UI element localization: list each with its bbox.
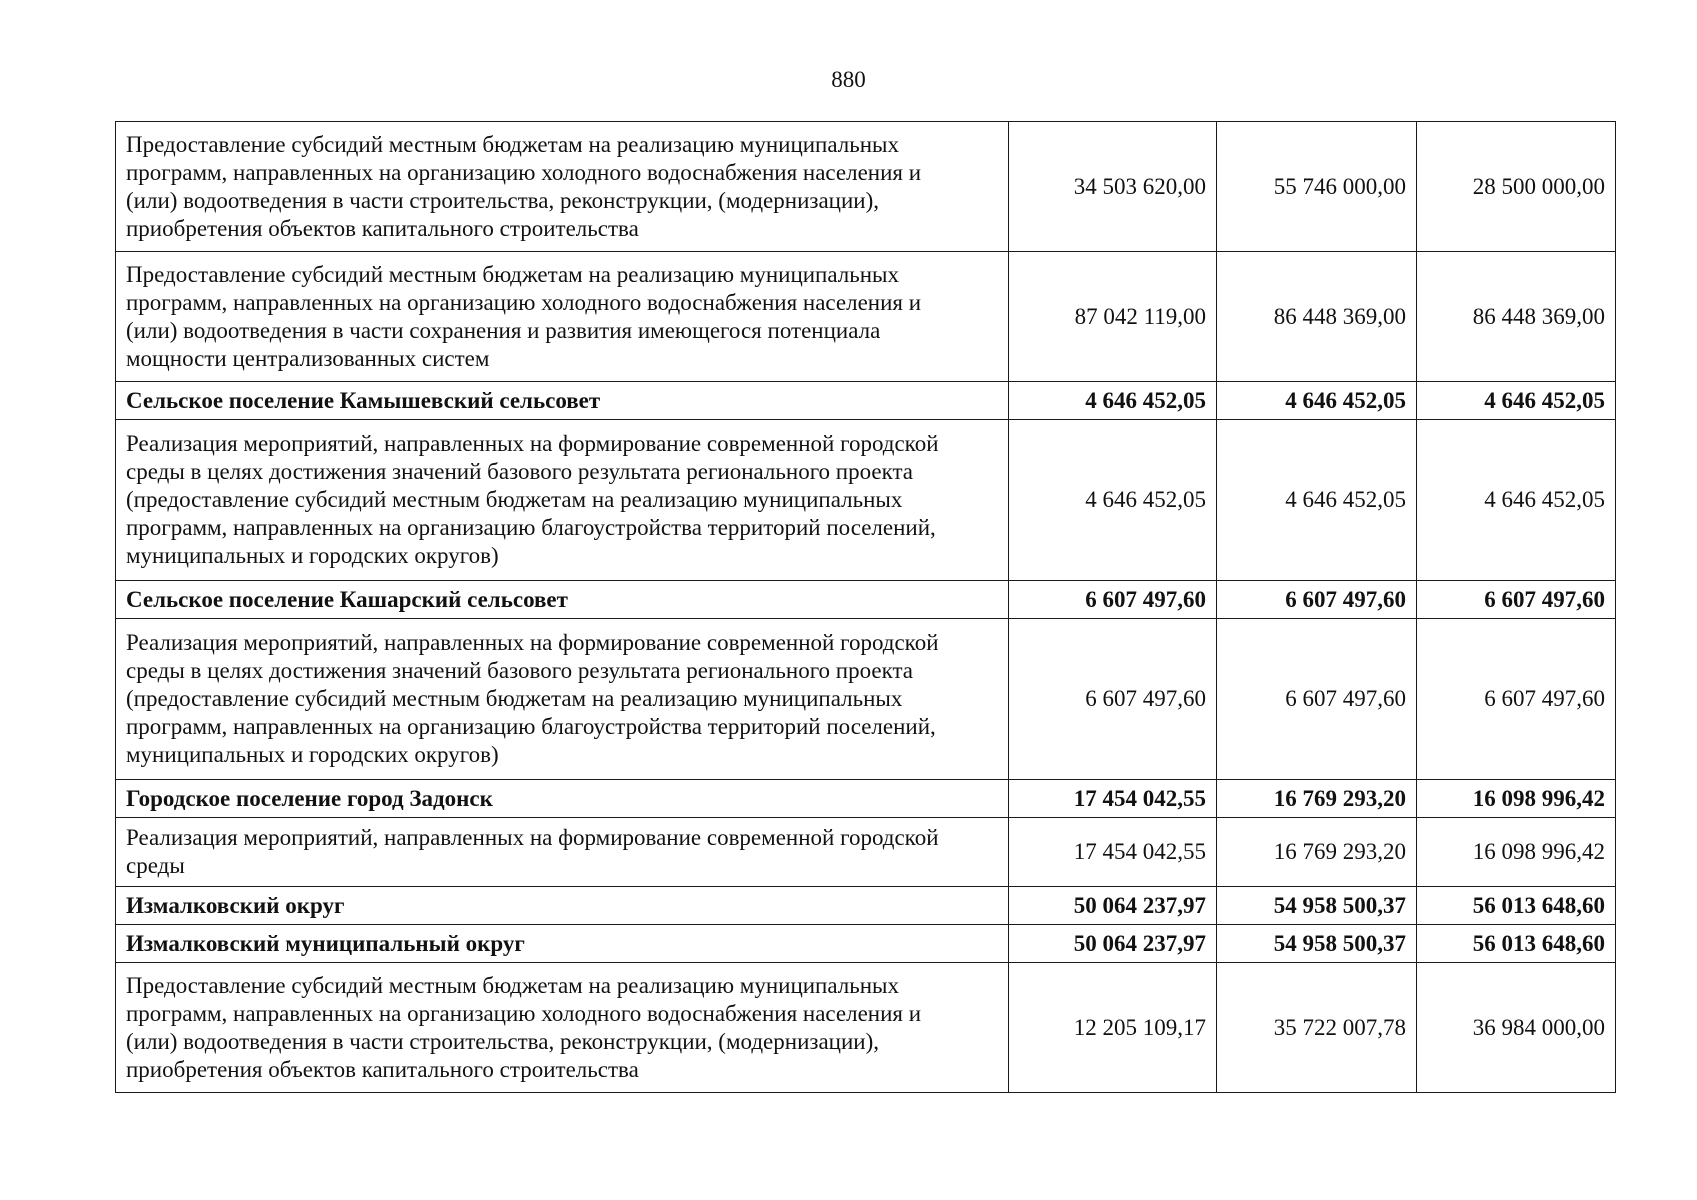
table-row xyxy=(116,818,1616,887)
row-label-line: Измалковский округ xyxy=(126,892,345,918)
row-label-line: (или) водоотведения в части сохранения и развития имеющегося потенциала xyxy=(126,317,881,343)
amount-year-3: 28 500 000,00 xyxy=(1417,122,1616,252)
table-row xyxy=(116,122,1616,252)
amount-year-1: 87 042 119,00 xyxy=(1009,252,1217,382)
row-label xyxy=(116,252,1009,382)
row-label xyxy=(116,382,1009,420)
table-row xyxy=(116,420,1616,581)
row-label xyxy=(116,925,1009,963)
row-label xyxy=(116,420,1009,581)
amount-year-2: 16 769 293,20 xyxy=(1217,818,1417,887)
row-label xyxy=(116,780,1009,818)
row-label-line: Предоставление субсидий местным бюджетам на реализацию муниципальных xyxy=(126,972,900,998)
amount-year-2: 16 769 293,20 xyxy=(1217,780,1417,818)
amount-year-3: 4 646 452,05 xyxy=(1417,382,1616,420)
amount-year-1: 12 205 109,17 xyxy=(1009,963,1217,1093)
row-label-line: муниципальных и городских округов) xyxy=(126,543,499,568)
amount-year-1: 4 646 452,05 xyxy=(1009,420,1217,581)
amount-year-1: 50 064 237,97 xyxy=(1009,925,1217,963)
amount-year-2: 86 448 369,00 xyxy=(1217,252,1417,382)
amount-year-1: 17 454 042,55 xyxy=(1009,780,1217,818)
row-label xyxy=(116,122,1009,252)
row-label-line: (предоставление субсидий местным бюджетам на реализацию муниципальных xyxy=(126,487,903,512)
table-section-row xyxy=(116,581,1616,619)
amount-year-2: 4 646 452,05 xyxy=(1217,382,1417,420)
row-label xyxy=(116,887,1009,925)
amount-year-1: 6 607 497,60 xyxy=(1009,581,1217,619)
row-label-line: программ, направленных на организацию благоустройства территорий поселений, xyxy=(126,714,936,739)
amount-year-2: 55 746 000,00 xyxy=(1217,122,1417,252)
row-label xyxy=(116,581,1009,619)
amount-year-3: 56 013 648,60 xyxy=(1417,925,1616,963)
amount-year-1: 4 646 452,05 xyxy=(1009,382,1217,420)
row-label-line: приобретения объектов капитального строительства xyxy=(126,215,639,241)
row-label-line: Реализация мероприятий, направленных на формирование современной городской xyxy=(126,630,939,655)
table-row xyxy=(116,963,1616,1093)
row-label-line: (или) водоотведения в части строительства, реконструкции, (модернизации), xyxy=(126,187,880,213)
amount-year-3: 6 607 497,60 xyxy=(1417,619,1616,780)
amount-year-3: 36 984 000,00 xyxy=(1417,963,1616,1093)
row-label-line: Измалковский муниципальный округ xyxy=(126,930,525,956)
row-label-line: Сельское поселение Камышевский сельсовет xyxy=(126,387,601,413)
row-label xyxy=(116,619,1009,780)
amount-year-3: 86 448 369,00 xyxy=(1417,252,1616,382)
row-label-line: (предоставление субсидий местным бюджетам на реализацию муниципальных xyxy=(126,686,903,711)
table-section-row xyxy=(116,382,1616,420)
page-number: 880 xyxy=(831,67,866,92)
amount-year-3: 4 646 452,05 xyxy=(1417,420,1616,581)
amount-year-2: 54 958 500,37 xyxy=(1217,925,1417,963)
amount-year-3: 6 607 497,60 xyxy=(1417,581,1616,619)
budget-table-body xyxy=(116,122,1616,1093)
row-label xyxy=(116,963,1009,1093)
row-label-line: Предоставление субсидий местным бюджетам на реализацию муниципальных xyxy=(126,261,900,287)
amount-year-1: 34 503 620,00 xyxy=(1009,122,1217,252)
row-label-line: Городское поселение город Задонск xyxy=(126,785,493,811)
budget-table xyxy=(115,121,1616,1093)
amount-year-1: 6 607 497,60 xyxy=(1009,619,1217,780)
amount-year-2: 4 646 452,05 xyxy=(1217,420,1417,581)
row-label-line: программ, направленных на организацию благоустройства территорий поселений, xyxy=(126,515,936,540)
row-label-line: программ, направленных на организацию холодного водоснабжения населения и xyxy=(126,1000,922,1026)
row-label-line: приобретения объектов капитального строительства xyxy=(126,1056,639,1082)
row-label-line: мощности централизованных систем xyxy=(126,345,490,371)
table-row xyxy=(116,252,1616,382)
row-label-line: Предоставление субсидий местным бюджетам на реализацию муниципальных xyxy=(126,131,900,157)
row-label-line: Реализация мероприятий, направленных на формирование современной городской xyxy=(126,431,939,456)
amount-year-2: 6 607 497,60 xyxy=(1217,581,1417,619)
row-label-line: (или) водоотведения в части строительства, реконструкции, (модернизации), xyxy=(126,1028,880,1054)
row-label-line: Реализация мероприятий, направленных на формирование современной городской xyxy=(126,825,939,850)
table-row xyxy=(116,619,1616,780)
table-section-row xyxy=(116,925,1616,963)
row-label-line: среды в целях достижения значений базового результата регионального проекта xyxy=(126,459,914,484)
row-label-line: муниципальных и городских округов) xyxy=(126,742,499,767)
row-label xyxy=(116,818,1009,887)
amount-year-2: 35 722 007,78 xyxy=(1217,963,1417,1093)
row-label-line: программ, направленных на организацию холодного водоснабжения населения и xyxy=(126,289,922,315)
amount-year-2: 54 958 500,37 xyxy=(1217,887,1417,925)
table-section-row xyxy=(116,780,1616,818)
row-label-line: среды в целях достижения значений базового результата регионального проекта xyxy=(126,658,914,683)
amount-year-3: 16 098 996,42 xyxy=(1417,780,1616,818)
amount-year-1: 17 454 042,55 xyxy=(1009,818,1217,887)
amount-year-2: 6 607 497,60 xyxy=(1217,619,1417,780)
amount-year-3: 56 013 648,60 xyxy=(1417,887,1616,925)
amount-year-1: 50 064 237,97 xyxy=(1009,887,1217,925)
row-label-line: программ, направленных на организацию холодного водоснабжения населения и xyxy=(126,159,922,185)
row-label-line: Сельское поселение Кашарский сельсовет xyxy=(126,586,568,612)
row-label-line: среды xyxy=(126,853,185,878)
amount-year-3: 16 098 996,42 xyxy=(1417,818,1616,887)
table-section-row xyxy=(116,887,1616,925)
